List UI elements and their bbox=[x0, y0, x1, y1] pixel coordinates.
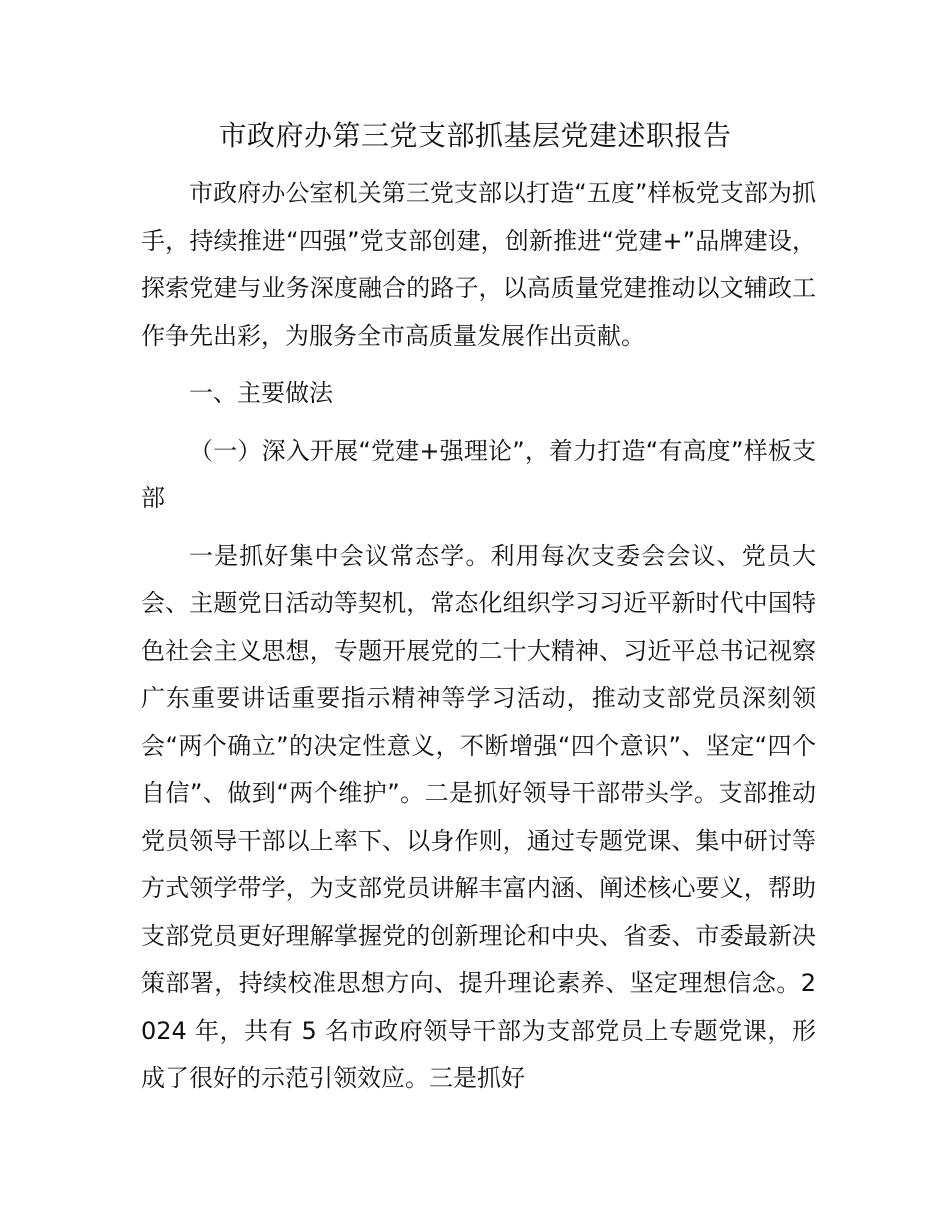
intro-paragraph: 市政府办公室机关第三党支部以打造“五度”样板党支部为抓手，持续推进“四强”党支部创建，创新推进“党建+”品牌建设，探索党建与业务深度融合的路子，以高质量党建推动以文辅政工作争先出彩，为服务全市高质量发展作出贡献。 bbox=[141, 179, 816, 350]
document-title: 市政府办第三党支部抓基层党建述职报告 bbox=[218, 119, 732, 152]
section-heading-main-practices: 一、主要做法 bbox=[189, 379, 333, 407]
body-paragraph-1: 一是抓好集中会议常态学。利用每次支委会会议、党员大会、主题党日活动等契机，常态化组织学习习近平新时代中国特色社会主义思想，专题开展党的二十大精神、习近平总书记视察广东重要讲话重要指示精神等学习活动，推动支部党员深刻领会“两个确立”的决定性意义，不断增强“四个意识”、坚定“四个自信”、做到“两个维护”。二是抓好领导干部带头学。支部推动党员领导干部以上率下、以身作则，通过专题党课、集中研讨等方式领学带学，为支部党员讲解丰富内涵、阐述核心要义，帮助支部党员更好理解掌握党的创新理论和中央、省委、市委最新决策部署，持续校准思想方向、提升理论素养、坚定理想信念。2024 年，共有 5 名市政府领导干部为支部党员上专题党课，形成了很好的示范引领效应。三是抓好 bbox=[141, 541, 816, 1092]
subsection-heading-theory: （一）深入开展“党建+强理论”，着力打造“有高度”样板支部 bbox=[141, 436, 816, 512]
document-body bbox=[141, 170, 816, 1103]
